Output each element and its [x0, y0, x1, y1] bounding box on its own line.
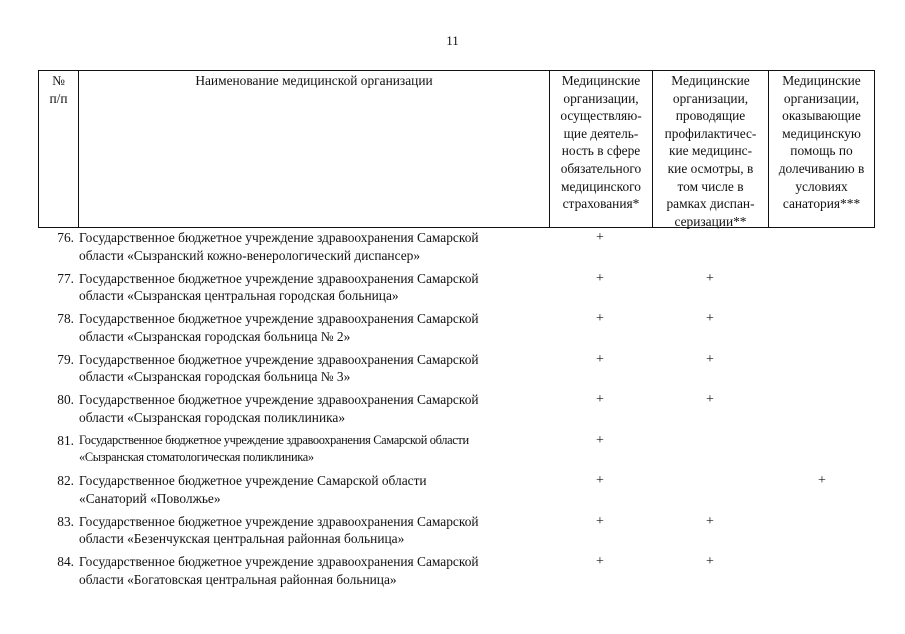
header-preventive-exams: Медицинские организации, проводящие профилактичес- кие медицинс- кие осмотры, в том числе в рамках диспан- серизации**: [653, 71, 769, 227]
oms-mark: +: [596, 554, 604, 569]
oms-mark: +: [596, 351, 604, 367]
row-number: 80.: [57, 392, 74, 407]
row-number: 78.: [57, 311, 74, 326]
row-number: 81.: [57, 432, 74, 448]
organization-name: Государственное бюджетное учреждение здравоохранения Самарской области «Богатовская центральная районная больница»: [79, 554, 479, 587]
table-body: [0, 228, 905, 593]
row-number: 77.: [57, 270, 74, 286]
row-number: 82.: [57, 473, 74, 488]
table-row: [0, 471, 905, 512]
oms-mark: +: [596, 432, 604, 448]
preventive-mark: +: [706, 513, 714, 529]
header-oms-organizations: Медицинские организации, осуществляю- щие деятель- ность в сфере обязательного медицинского страхования*: [550, 71, 653, 227]
table-row: [0, 228, 905, 269]
row-number: 83.: [57, 513, 74, 529]
table-row: [0, 552, 905, 593]
header-sanatorium-care: Медицинские организации, оказывающие медицинскую помощь по долечиванию в условиях санатория***: [778, 73, 865, 212]
preventive-mark: +: [706, 270, 714, 286]
oms-mark: +: [596, 473, 604, 488]
table-row: [0, 512, 905, 553]
oms-mark: +: [596, 230, 604, 245]
organization-name: Государственное бюджетное учреждение здравоохранения Самарской области «Сызранский кожно-венерологический диспансер»: [79, 230, 479, 263]
table-row: [0, 350, 905, 391]
oms-mark: +: [596, 392, 604, 407]
organization-name: Государственное бюджетное учреждение здравоохранения Самарской области «Сызранская городская поликлиника»: [79, 392, 479, 425]
preventive-mark: +: [706, 554, 714, 569]
oms-mark: +: [596, 513, 604, 529]
table-row: [0, 390, 905, 431]
header-number-column: № п/п: [39, 71, 79, 227]
table-row: [0, 431, 905, 472]
row-number: 76.: [57, 230, 74, 245]
oms-mark: +: [596, 311, 604, 326]
table-row: [0, 269, 905, 310]
organization-name: Государственное бюджетное учреждение здравоохранения Самарской области «Безенчукская центральная районная больница»: [79, 513, 479, 546]
organization-name: Государственное бюджетное учреждение здравоохранения Самарской области «Сызранская стоматологическая поликлиника»: [79, 432, 469, 464]
table-header: [38, 70, 875, 228]
preventive-mark: +: [706, 311, 714, 326]
page-number: 11: [446, 33, 459, 48]
row-number: 79.: [57, 351, 74, 367]
header-organization-name: Наименование медицинской организации: [79, 71, 550, 227]
oms-mark: +: [596, 270, 604, 286]
organization-name: Государственное бюджетное учреждение здравоохранения Самарской области «Сызранская городская больница № 3»: [79, 351, 479, 384]
preventive-mark: +: [706, 392, 714, 407]
preventive-mark: +: [706, 351, 714, 367]
organization-name: Государственное бюджетное учреждение Самарской области «Санаторий «Поволжье»: [79, 473, 427, 506]
organization-name: Государственное бюджетное учреждение здравоохранения Самарской области «Сызранская центральная городская больница»: [79, 270, 479, 303]
organization-name: Государственное бюджетное учреждение здравоохранения Самарской области «Сызранская городская больница № 2»: [79, 311, 479, 344]
table-row: [0, 309, 905, 350]
row-number: 84.: [57, 554, 74, 569]
sanatorium-mark: +: [818, 473, 826, 488]
